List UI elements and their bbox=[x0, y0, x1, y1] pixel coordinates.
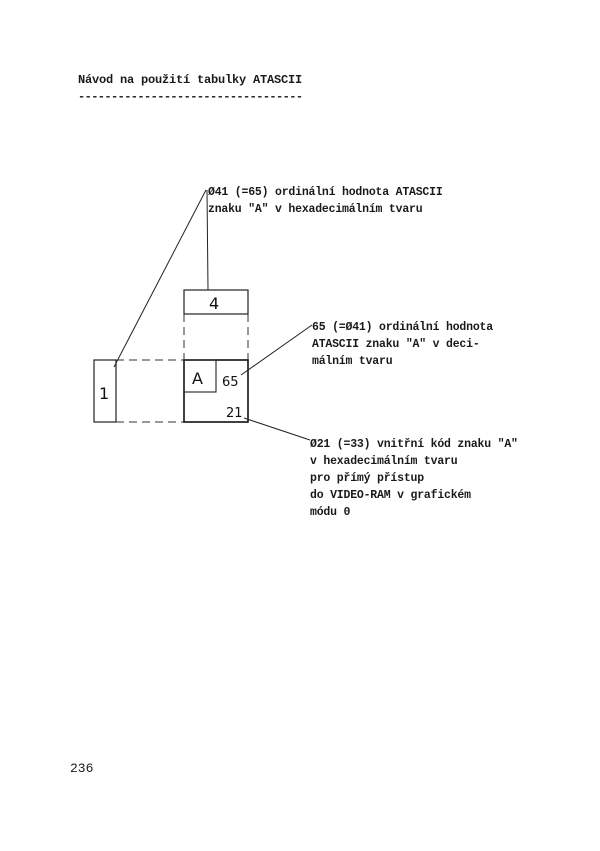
hex-code-note bbox=[208, 184, 443, 218]
page-title: Návod na použití tabulky ATASCII bbox=[78, 73, 303, 87]
char-label: A bbox=[192, 369, 203, 388]
internal-label: 21 bbox=[226, 406, 243, 421]
row-label: 1 bbox=[99, 384, 110, 403]
note-line: Ø41 (=65) ordinální hodnota ATASCII bbox=[208, 186, 443, 199]
internal-code-note bbox=[310, 436, 518, 521]
decimal-label: 65 bbox=[222, 375, 239, 390]
note-line: pro přímý přístup bbox=[310, 472, 424, 485]
note-line: 65 (=Ø41) ordinální hodnota bbox=[312, 321, 493, 334]
col-label: 4 bbox=[209, 294, 220, 313]
leader-internal bbox=[244, 418, 310, 440]
title-underline: ---------------------------------- bbox=[78, 90, 303, 104]
decimal-code-note bbox=[312, 319, 493, 370]
page-number: 236 bbox=[70, 761, 94, 776]
leader-decimal bbox=[241, 325, 312, 375]
note-line: módu 0 bbox=[310, 506, 351, 519]
note-line: Ø21 (=33) vnitřní kód znaku "A" bbox=[310, 438, 518, 451]
note-line: málním tvaru bbox=[312, 355, 393, 368]
note-line: znaku "A" v hexadecimálním tvaru bbox=[208, 203, 423, 216]
note-line: do VIDEO-RAM v grafickém bbox=[310, 489, 471, 502]
leader-row bbox=[114, 190, 206, 367]
note-line: v hexadecimálním tvaru bbox=[310, 455, 458, 468]
note-line: ATASCII znaku "A" v deci- bbox=[312, 338, 480, 351]
